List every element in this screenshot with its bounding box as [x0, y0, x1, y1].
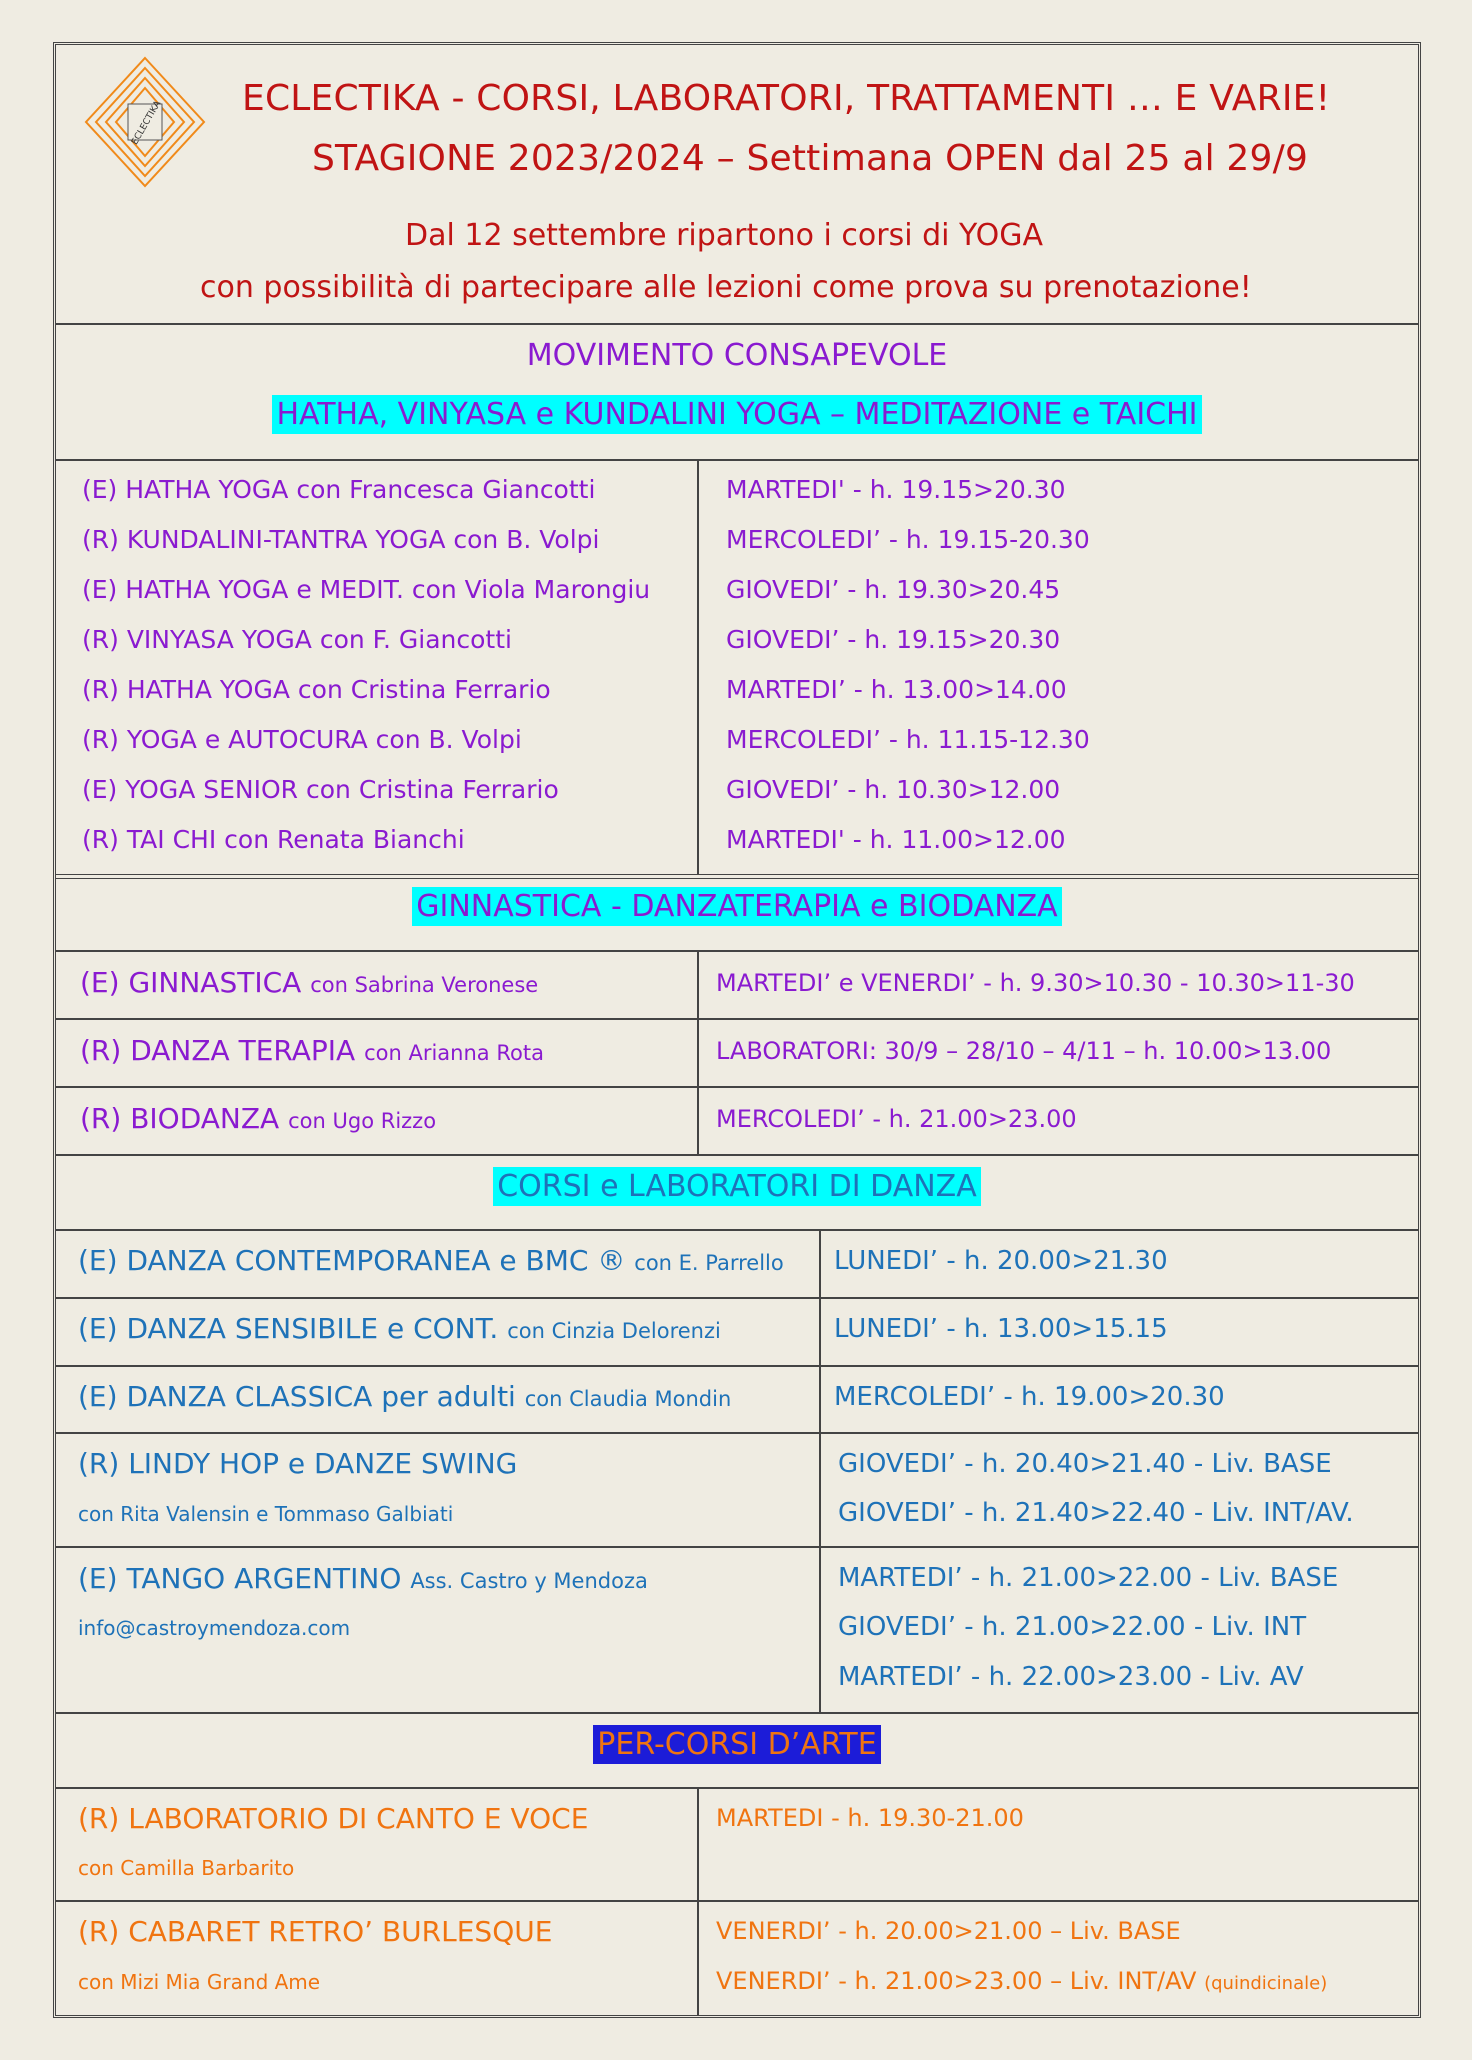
- tango-time-int: GIOVEDI’ - h. 21.00>22.00 - Liv. INT: [838, 1612, 1307, 1642]
- yoga-course: (R) TAI CHI con Renata Bianchi: [82, 825, 465, 854]
- tango-course: [78, 1562, 648, 1595]
- course-name: (E) DANZA CLASSICA per adulti: [78, 1380, 516, 1413]
- teacher-name: Ass. Castro y Mendoza: [410, 1569, 648, 1593]
- arte-heading-label: PER-CORSI D’ARTE: [593, 1725, 880, 1764]
- yoga-course: (R) VINYASA YOGA con F. Giancotti: [82, 625, 512, 654]
- danza-course: [78, 1380, 731, 1413]
- cabaret-frequency-note: (quindicinale): [1204, 1973, 1328, 1994]
- intro-line-1: Dal 12 settembre ripartono i corsi di YOGA: [405, 218, 1044, 253]
- course-name: (R) BIODANZA: [80, 1102, 280, 1135]
- course-name: (E) DANZA CONTEMPORANEA e BMC ®: [78, 1244, 626, 1277]
- tango-time-base: MARTEDI’ - h. 21.00>22.00 - Liv. BASE: [838, 1563, 1339, 1593]
- yoga-course: (E) HATHA YOGA con Francesca Giancotti: [82, 475, 596, 504]
- yoga-time: MARTEDI' - h. 19.15>20.30: [726, 475, 1066, 504]
- course-name: (E) DANZA SENSIBILE e CONT.: [78, 1312, 499, 1345]
- danza-time: MERCOLEDI’ - h. 19.00>20.30: [834, 1382, 1225, 1412]
- yoga-time: MERCOLEDI’ - h. 19.15-20.30: [726, 525, 1090, 554]
- teacher-name: con Claudia Mondin: [524, 1387, 732, 1411]
- cabaret-teacher: con Mizi Mia Grand Ame: [78, 1970, 321, 1994]
- tango-email-link[interactable]: info@castroymendoza.com: [78, 1616, 351, 1640]
- cabaret-time-int-label: VENERDI’ - h. 21.00>23.00 – Liv. INT/AV: [716, 1967, 1197, 1995]
- section-subheading-yoga: [56, 397, 1418, 432]
- danza-time: LUNEDI’ - h. 13.00>15.15: [834, 1314, 1168, 1344]
- lindy-course-name: (R) LINDY HOP e DANZE SWING: [78, 1447, 518, 1480]
- yoga-time: MERCOLEDI’ - h. 11.15-12.30: [726, 725, 1090, 754]
- lindy-time-base: GIOVEDI’ - h. 20.40>21.40 - Liv. BASE: [838, 1449, 1332, 1479]
- yoga-course: (R) KUNDALINI-TANTRA YOGA con B. Volpi: [82, 525, 600, 554]
- eclectika-logo: [84, 56, 206, 188]
- yoga-time: GIOVEDI’ - h. 19.15>20.30: [726, 625, 1061, 654]
- teacher-name: con Ugo Rizzo: [288, 1109, 437, 1133]
- canto-teacher: con Camilla Barbarito: [78, 1856, 295, 1880]
- intro-line-2: con possibilità di partecipare alle lezioni come prova su prenotazione!: [200, 270, 1252, 305]
- page-title: ECLECTIKA - CORSI, LABORATORI, TRATTAMENTI … E VARIE!: [242, 78, 1331, 119]
- cabaret-time-base: VENERDI’ - h. 20.00>21.00 – Liv. BASE: [716, 1917, 1181, 1945]
- cabaret-time-int: [716, 1967, 1327, 1995]
- danza-course: [78, 1244, 784, 1277]
- lindy-time-int: GIOVEDI’ - h. 21.40>22.40 - Liv. INT/AV.: [838, 1498, 1354, 1528]
- teacher-name: con Sabrina Veronese: [310, 973, 539, 997]
- ginnastica-course: [80, 1102, 436, 1135]
- yoga-time: MARTEDI’ - h. 13.00>14.00: [726, 675, 1067, 704]
- ginnastica-heading-label: GINNASTICA - DANZATERAPIA e BIODANZA: [412, 887, 1061, 926]
- yoga-time: GIOVEDI’ - h. 10.30>12.00: [726, 775, 1061, 804]
- yoga-course: (R) HATHA YOGA con Cristina Ferrario: [82, 675, 551, 704]
- svg-text:ECLECTIKA: ECLECTIKA: [130, 99, 164, 147]
- ginnastica-time: MERCOLEDI’ - h. 21.00>23.00: [716, 1105, 1077, 1133]
- cabaret-course-name: (R) CABARET RETRO’ BURLESQUE: [78, 1915, 553, 1948]
- yoga-time: GIOVEDI’ - h. 19.30>20.45: [726, 575, 1061, 604]
- section-heading-danza: [56, 1169, 1418, 1204]
- danza-course: [78, 1312, 721, 1345]
- canto-time: MARTEDI - h. 19.30-21.00: [716, 1804, 1024, 1832]
- ginnastica-course: [80, 1034, 544, 1067]
- ginnastica-course: [80, 966, 538, 999]
- teacher-name: con Cinzia Delorenzi: [507, 1319, 721, 1343]
- danza-time: LUNEDI’ - h. 20.00>21.30: [834, 1246, 1168, 1276]
- yoga-course: (E) YOGA SENIOR con Cristina Ferrario: [82, 775, 559, 804]
- yoga-time: MARTEDI' - h. 11.00>12.00: [726, 825, 1066, 854]
- danza-heading-label: CORSI e LABORATORI DI DANZA: [493, 1167, 981, 1206]
- course-name: (E) TANGO ARGENTINO: [78, 1562, 402, 1595]
- season-subtitle: STAGIONE 2023/2024 – Settimana OPEN dal 25 al 29/9: [312, 138, 1309, 179]
- lindy-teacher: con Rita Valensin e Tommaso Galbiati: [78, 1502, 454, 1526]
- section-heading-arte: [56, 1727, 1418, 1762]
- course-name: (R) DANZA TERAPIA: [80, 1034, 356, 1067]
- yoga-course: (R) YOGA e AUTOCURA con B. Volpi: [82, 725, 522, 754]
- section-heading-movimento: MOVIMENTO CONSAPEVOLE: [526, 338, 948, 373]
- section-heading-ginnastica: [56, 889, 1418, 924]
- course-name: (E) GINNASTICA: [80, 966, 302, 999]
- ginnastica-time: LABORATORI: 30/9 – 28/10 – 4/11 – h. 10.00>13.00: [716, 1037, 1332, 1065]
- canto-course-name: (R) LABORATORIO DI CANTO E VOCE: [78, 1802, 589, 1835]
- teacher-name: con Arianna Rota: [364, 1041, 544, 1065]
- yoga-course: (E) HATHA YOGA e MEDIT. con Viola Marongiu: [82, 575, 651, 604]
- teacher-name: con E. Parrello: [634, 1251, 784, 1275]
- yoga-subheading-label: HATHA, VINYASA e KUNDALINI YOGA – MEDITAZIONE e TAICHI: [272, 395, 1201, 434]
- ginnastica-time: MARTEDI’ e VENERDI’ - h. 9.30>10.30 - 10.30>11-30: [716, 969, 1355, 997]
- tango-time-av: MARTEDI’ - h. 22.00>23.00 - Liv. AV: [838, 1662, 1304, 1692]
